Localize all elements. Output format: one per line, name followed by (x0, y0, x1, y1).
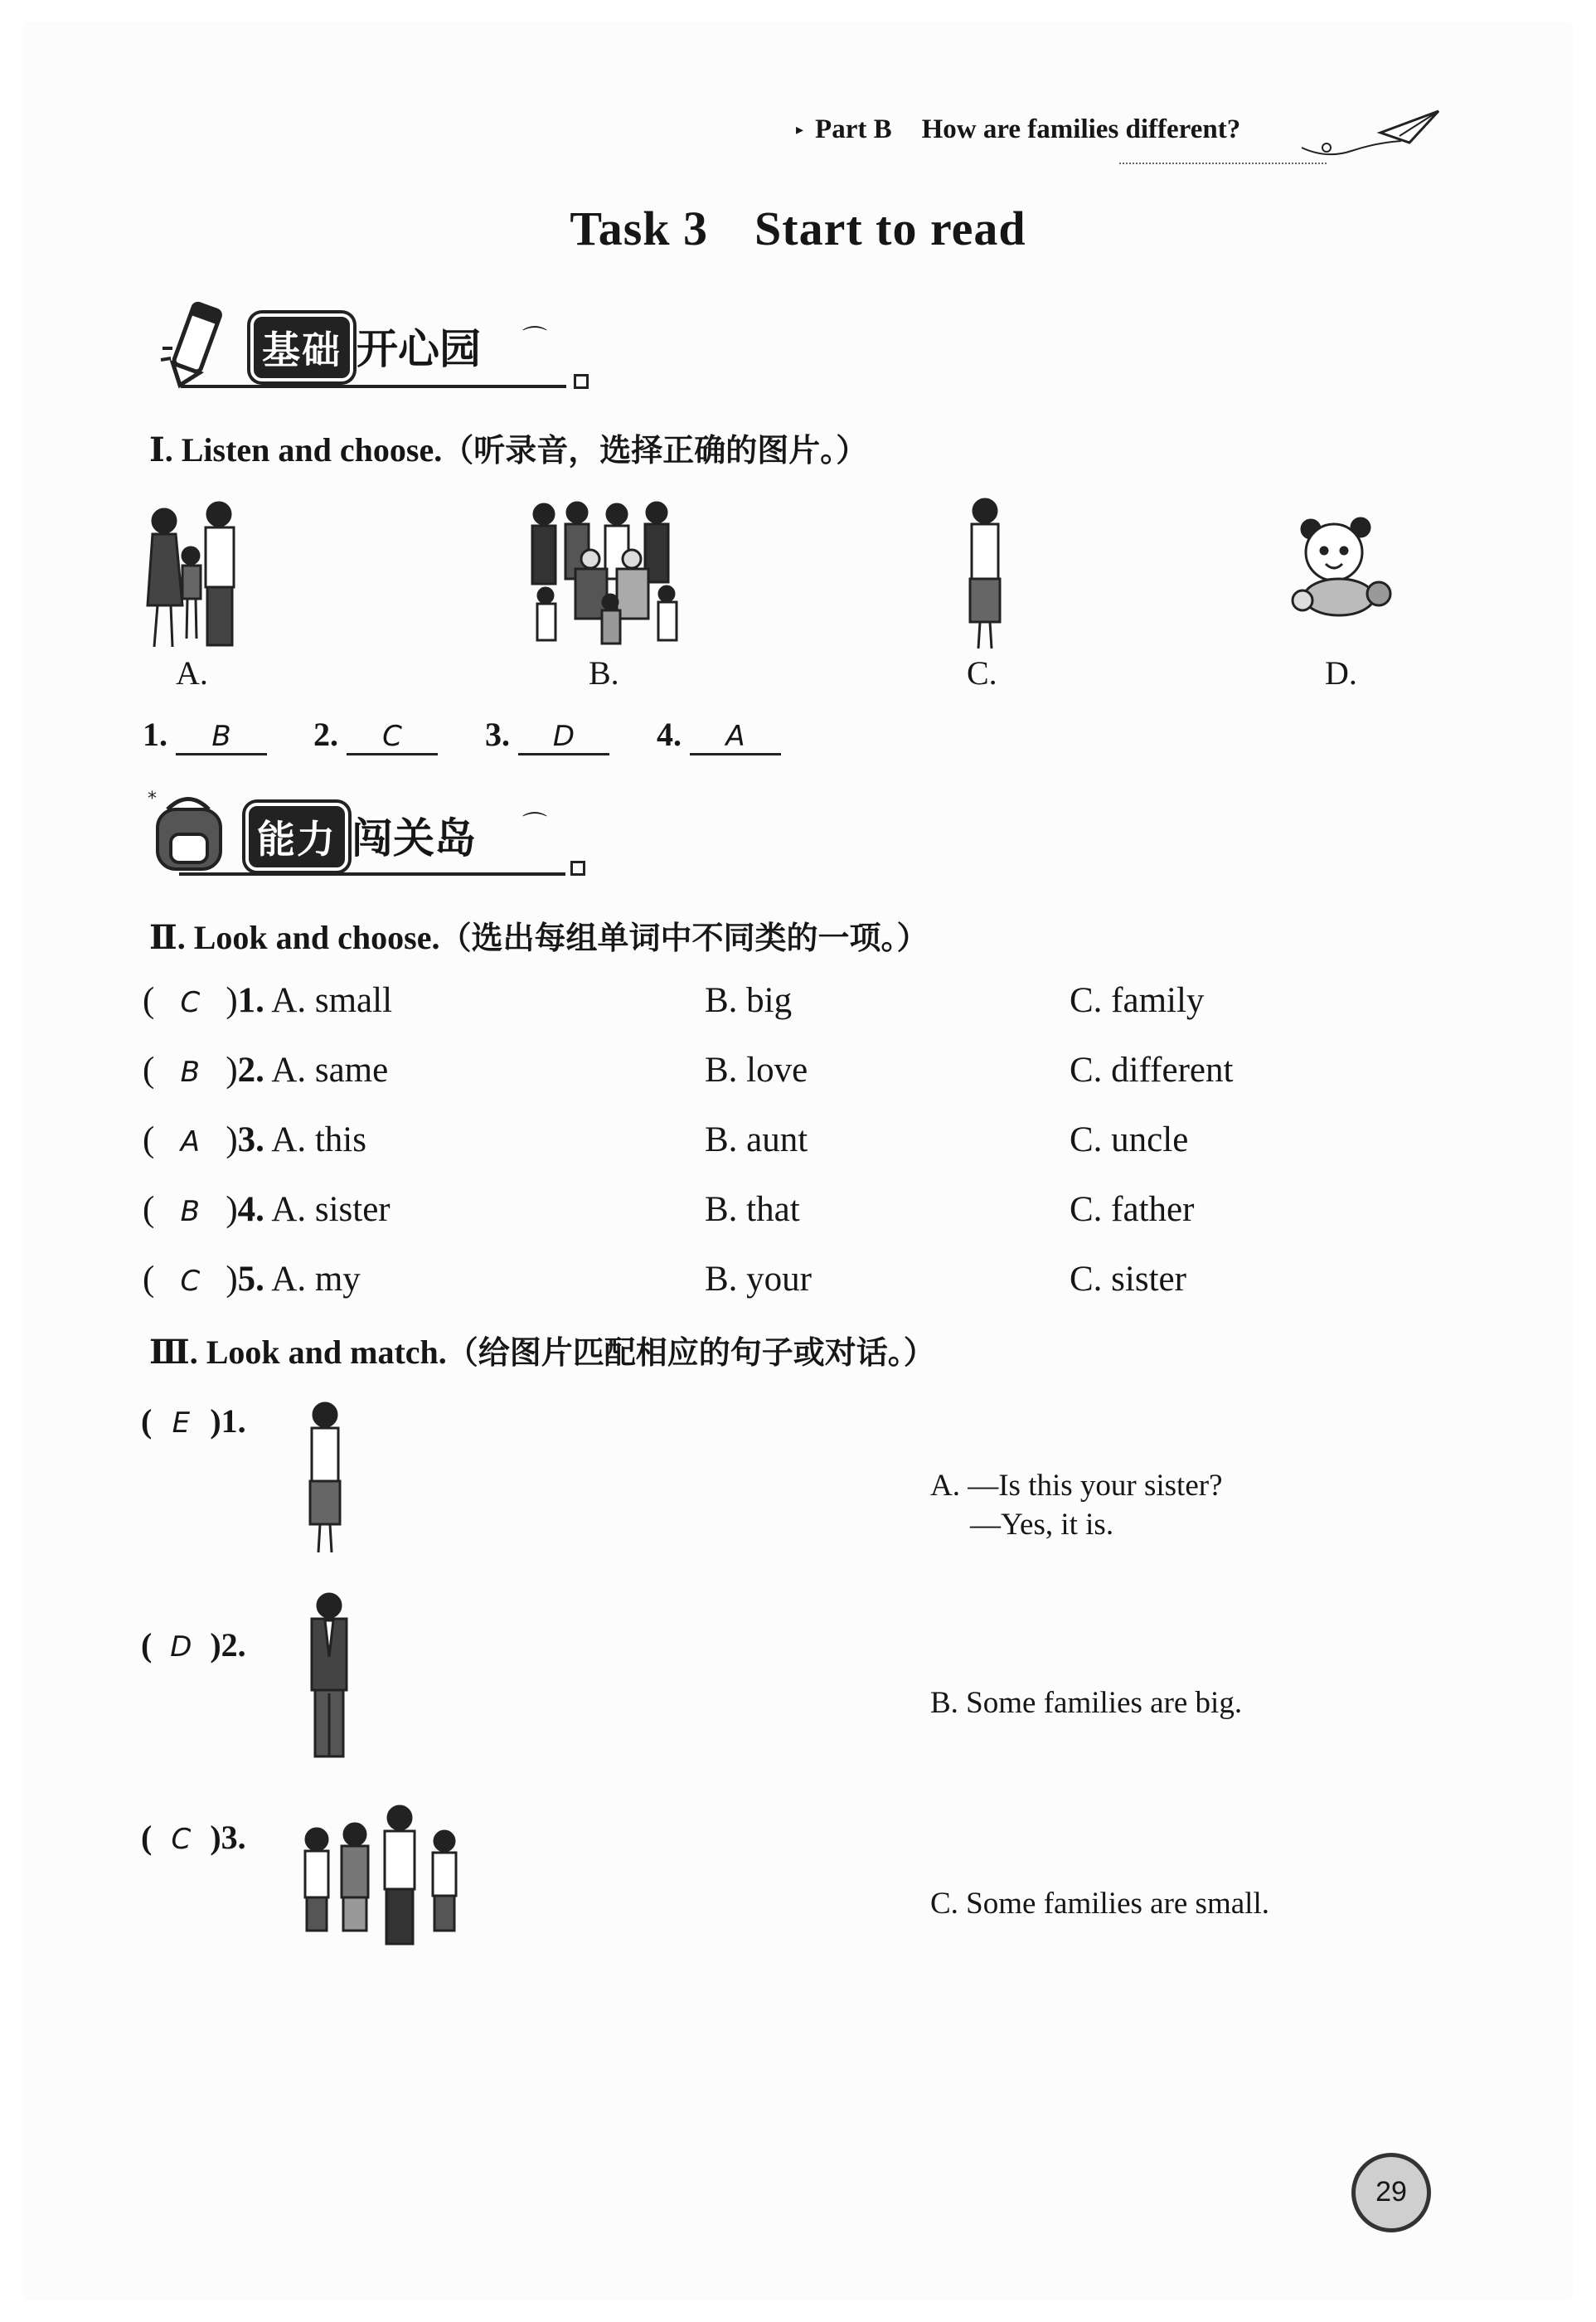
match-sentence-b: B. Some families are big. (930, 1686, 1243, 1720)
backpack-icon (143, 785, 234, 876)
sound-wave-icon: ⌒ (522, 326, 547, 353)
baby-picture (1281, 514, 1405, 622)
option-c: C. father (1070, 1190, 1195, 1229)
q3-item-1: ( E )1. (141, 1402, 246, 1440)
question-3-heading (149, 1327, 935, 1372)
task-name: Start to read (754, 202, 1026, 255)
section-banner-basic (250, 313, 481, 381)
q2-item-1: ( C )1. A. small (143, 981, 393, 1020)
triangle-bullet-icon: ▸ (796, 121, 804, 138)
corner-square-icon (574, 374, 589, 389)
ability-badge: 能力 (245, 803, 348, 871)
option-b: B. your (705, 1260, 812, 1299)
q3-item-3: ( C )3. (141, 1819, 246, 1856)
page-number: 29 (1351, 2153, 1431, 2232)
woman-picture (300, 1400, 350, 1557)
picture-label-b: B. (589, 654, 619, 692)
q1-number: Ⅰ. (149, 431, 173, 469)
answer-bracket[interactable]: B (180, 1195, 200, 1228)
answer-blank[interactable]: D (518, 720, 609, 755)
answer-blank[interactable]: C (347, 720, 438, 755)
picture-label-a: A. (176, 654, 208, 692)
q2-title: Look and choose. (193, 919, 440, 956)
match-sentence-c: C. Some families are small. (930, 1887, 1269, 1921)
man-in-suit-picture (300, 1591, 358, 1768)
svg-text:*: * (148, 789, 157, 809)
q1-answer-2: 2. C (313, 715, 438, 755)
option-b: B. big (705, 981, 793, 1020)
picture-label-d: D. (1325, 654, 1357, 692)
option-b: B. aunt (705, 1120, 808, 1159)
answer-bracket[interactable]: B (180, 1056, 200, 1089)
q2-item-3: ( A )3. A. this (143, 1120, 366, 1159)
family-of-four-picture (292, 1801, 474, 1959)
q3-item-2: ( D )2. (141, 1626, 246, 1664)
q2-item-2: ( B )2. A. same (143, 1051, 389, 1090)
match-sentence-a-line-2: —Yes, it is. (970, 1508, 1114, 1542)
match-sentence-a-line-1: A. —Is this your sister? (930, 1469, 1223, 1503)
header-part: Part B (815, 114, 892, 144)
corner-square-icon (570, 861, 585, 876)
header-question: How are families different? (921, 114, 1241, 144)
answer-bracket[interactable]: A (180, 1125, 200, 1159)
pencil-icon (156, 299, 235, 390)
answer-blank[interactable]: B (176, 720, 267, 755)
option-c: C. different (1070, 1051, 1234, 1090)
q3-instruction: （给图片匹配相应的句子或对话。） (446, 1334, 935, 1371)
option-c: C. uncle (1070, 1120, 1189, 1159)
option-c: C. family (1070, 981, 1205, 1020)
basic-banner-text: 开心园 (357, 325, 481, 373)
header-underline (1119, 163, 1327, 164)
q2-item-5: ( C )5. A. my (143, 1260, 361, 1299)
q1-title: Listen and choose. (181, 431, 443, 469)
answer-bracket[interactable]: C (180, 1265, 201, 1298)
section-underline (179, 872, 565, 876)
option-b: B. that (705, 1190, 800, 1229)
q2-item-4: ( B )4. A. sister (143, 1190, 391, 1229)
answer-bracket[interactable]: C (171, 1823, 192, 1856)
q2-instruction: （选出每组单词中不同类的一项。） (439, 920, 929, 956)
family-of-four-picture (141, 498, 249, 653)
ability-banner-text: 闯关岛 (352, 814, 476, 862)
page-title (0, 201, 1596, 256)
q1-answer-4: 4. A (657, 715, 781, 755)
q1-answer-3: 3. D (485, 715, 609, 755)
question-1-heading (149, 425, 867, 470)
section-banner-ability (245, 803, 476, 871)
answer-bracket[interactable]: D (170, 1630, 192, 1664)
match-sentence-a (930, 1466, 1223, 1544)
paper-plane-icon (1293, 100, 1459, 166)
answer-blank[interactable]: A (690, 720, 781, 755)
q1-instruction: （听录音，选择正确的图片。） (442, 432, 868, 469)
q3-number: Ⅲ. (149, 1333, 198, 1371)
question-2-heading (149, 912, 928, 958)
answer-bracket[interactable]: E (172, 1406, 191, 1440)
q3-title: Look and match. (206, 1333, 447, 1371)
option-b: B. love (705, 1051, 808, 1090)
answer-bracket[interactable]: C (180, 986, 201, 1019)
basic-badge: 基础 (250, 313, 353, 381)
section-underline (181, 385, 566, 388)
q2-number: Ⅱ. (149, 919, 186, 956)
woman-picture (960, 496, 1010, 653)
option-c: C. sister (1070, 1260, 1186, 1299)
running-header (796, 114, 1240, 145)
big-family-picture (524, 498, 690, 653)
q1-answer-1: 1. B (143, 715, 267, 755)
picture-label-c: C. (967, 654, 997, 692)
task-number: Task 3 (570, 202, 709, 255)
sound-wave-icon: ⌒ (522, 812, 547, 839)
